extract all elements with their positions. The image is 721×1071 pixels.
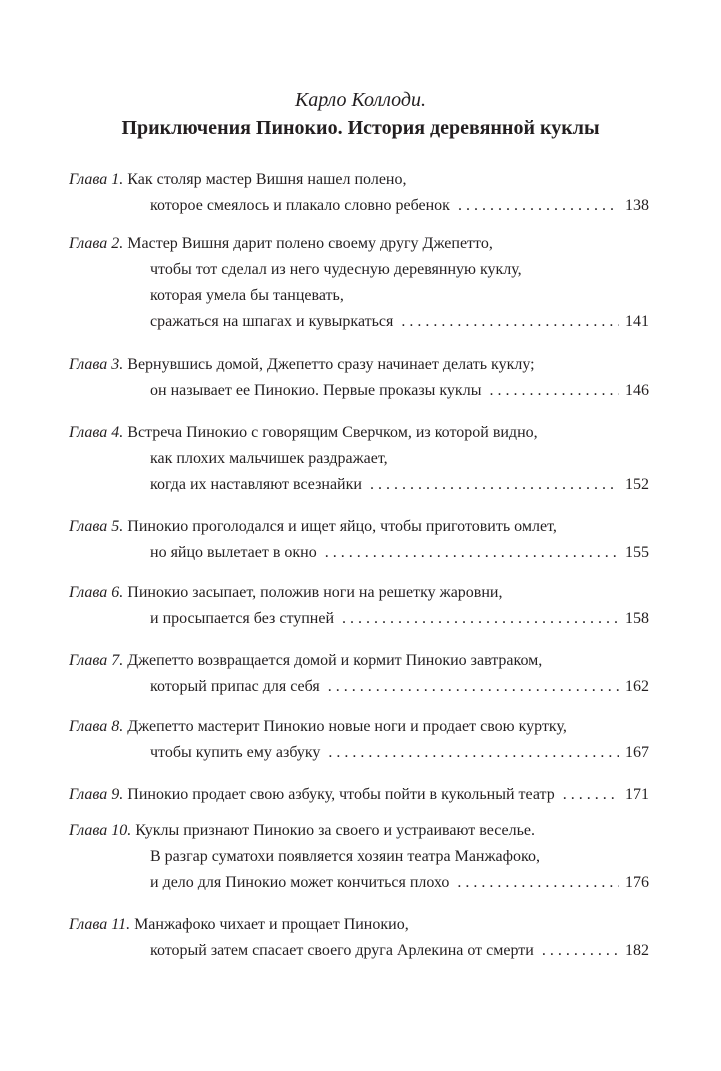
book-author: Карло Коллоди. xyxy=(294,89,427,111)
toc-entry-line xyxy=(69,714,649,740)
page-number: 141 xyxy=(625,313,649,330)
chapter-title-text: и просыпается без ступней xyxy=(150,610,335,627)
book-title: Приключения Пинокио. История деревянной куклы xyxy=(121,117,600,139)
toc-entry-line xyxy=(69,580,649,606)
chapter-title-text: которое смеялось и плакало словно ребенок xyxy=(150,197,450,214)
chapter-title-text: Джепетто возвращается домой и кормит Пинокио завтраком, xyxy=(127,652,543,669)
toc-entry-line xyxy=(150,606,649,632)
chapter-title-text: Как столяр мастер Вишня нашел полено, xyxy=(127,171,407,188)
toc-entry-line xyxy=(150,446,649,472)
chapter-label: Глава 8. xyxy=(69,718,124,735)
dot-leader xyxy=(542,938,619,964)
dot-leader xyxy=(563,782,619,808)
page-number: 171 xyxy=(625,786,649,803)
chapter-label: Глава 11. xyxy=(69,916,131,933)
chapter-label: Глава 9. xyxy=(69,786,124,803)
toc-entry-line xyxy=(150,378,649,404)
toc-entry-line xyxy=(150,257,649,283)
chapter-title-text: но яйцо вылетает в окно xyxy=(150,544,317,561)
toc-entry-line xyxy=(150,193,649,219)
chapter-label: Глава 4. xyxy=(69,424,124,441)
chapter-title-text: Пинокио засыпает, положив ноги на решетку жаровни, xyxy=(127,584,503,601)
chapter-title-text: В разгар суматохи появляется хозяин театра Манжафоко, xyxy=(150,848,540,865)
dot-leader xyxy=(489,378,619,404)
toc-entry-line xyxy=(150,674,649,700)
chapter-title-text: который припас для себя xyxy=(150,678,320,695)
chapter-title-text: чтобы купить ему азбуку xyxy=(150,744,321,761)
chapter-title-text: сражаться на шпагах и кувыркаться xyxy=(150,313,394,330)
chapter-title-text: как плохих мальчишек раздражает, xyxy=(150,450,388,467)
dot-leader xyxy=(457,870,619,896)
chapter-title-text: Пинокио проголодался и ищет яйцо, чтобы приготовить омлет, xyxy=(127,518,557,535)
toc-entry-line xyxy=(150,309,649,335)
page-number: 155 xyxy=(625,544,649,561)
dot-leader xyxy=(401,309,619,335)
page-number: 146 xyxy=(625,382,649,399)
toc-entry-line xyxy=(150,283,649,309)
toc-entry-line xyxy=(150,870,649,896)
chapter-title-text: который затем спасает своего друга Арлекина от смерти xyxy=(150,942,534,959)
chapter-label: Глава 10. xyxy=(69,822,132,839)
chapter-label: Глава 6. xyxy=(69,584,124,601)
chapter-label: Глава 1. xyxy=(69,171,124,188)
toc-entry-line xyxy=(69,818,649,844)
chapter-title-text: которая умела бы танцевать, xyxy=(150,287,344,304)
toc-entry-line xyxy=(69,167,649,193)
dot-leader xyxy=(325,540,619,566)
chapter-title-text: Пинокио продает свою азбуку, чтобы пойти в кукольный театр xyxy=(127,786,555,803)
chapter-title-text: чтобы тот сделал из него чудесную деревянную куклу, xyxy=(150,261,522,278)
chapter-title-text: Джепетто мастерит Пинокио новые ноги и продает свою куртку, xyxy=(127,718,567,735)
toc-entry-line xyxy=(150,472,649,498)
toc-entry-line xyxy=(150,740,649,766)
chapter-title-text: Встреча Пинокио с говорящим Сверчком, из которой видно, xyxy=(127,424,538,441)
chapter-title-text: когда их наставляют всезнайки xyxy=(150,476,362,493)
page-number: 182 xyxy=(625,942,649,959)
chapter-title-text: Вернувшись домой, Джепетто сразу начинает делать куклу; xyxy=(127,356,535,373)
chapter-title-text: и дело для Пинокио может кончиться плохо xyxy=(150,874,450,891)
page-number: 152 xyxy=(625,476,649,493)
toc-entry-line xyxy=(69,514,649,540)
page-number: 138 xyxy=(625,197,649,214)
page-number: 167 xyxy=(625,744,649,761)
toc-entry-line xyxy=(69,912,649,938)
dot-leader xyxy=(328,740,619,766)
page-number: 158 xyxy=(625,610,649,627)
toc-entry-line xyxy=(69,648,649,674)
chapter-title-text: он называет ее Пинокио. Первые проказы куклы xyxy=(150,382,482,399)
toc-entry-line xyxy=(69,782,649,808)
toc-entry-line xyxy=(150,844,649,870)
dot-leader xyxy=(342,606,619,632)
chapter-label: Глава 3. xyxy=(69,356,124,373)
chapter-label: Глава 2. xyxy=(69,235,124,252)
toc-entry-line xyxy=(69,231,649,257)
dot-leader xyxy=(370,472,619,498)
dot-leader xyxy=(458,193,619,219)
page-number: 162 xyxy=(625,678,649,695)
toc-entry-line xyxy=(69,352,649,378)
chapter-label: Глава 7. xyxy=(69,652,124,669)
dot-leader xyxy=(328,674,619,700)
toc-entry-line xyxy=(69,420,649,446)
chapter-title-text: Манжафоко чихает и прощает Пинокио, xyxy=(134,916,409,933)
chapter-title-text: Куклы признают Пинокио за своего и устраивают веселье. xyxy=(135,822,535,839)
chapter-label: Глава 5. xyxy=(69,518,124,535)
toc-entry-line xyxy=(150,540,649,566)
toc-entry-line xyxy=(150,938,649,964)
chapter-title-text: Мастер Вишня дарит полено своему другу Джепетто, xyxy=(127,235,493,252)
page-number: 176 xyxy=(625,874,649,891)
